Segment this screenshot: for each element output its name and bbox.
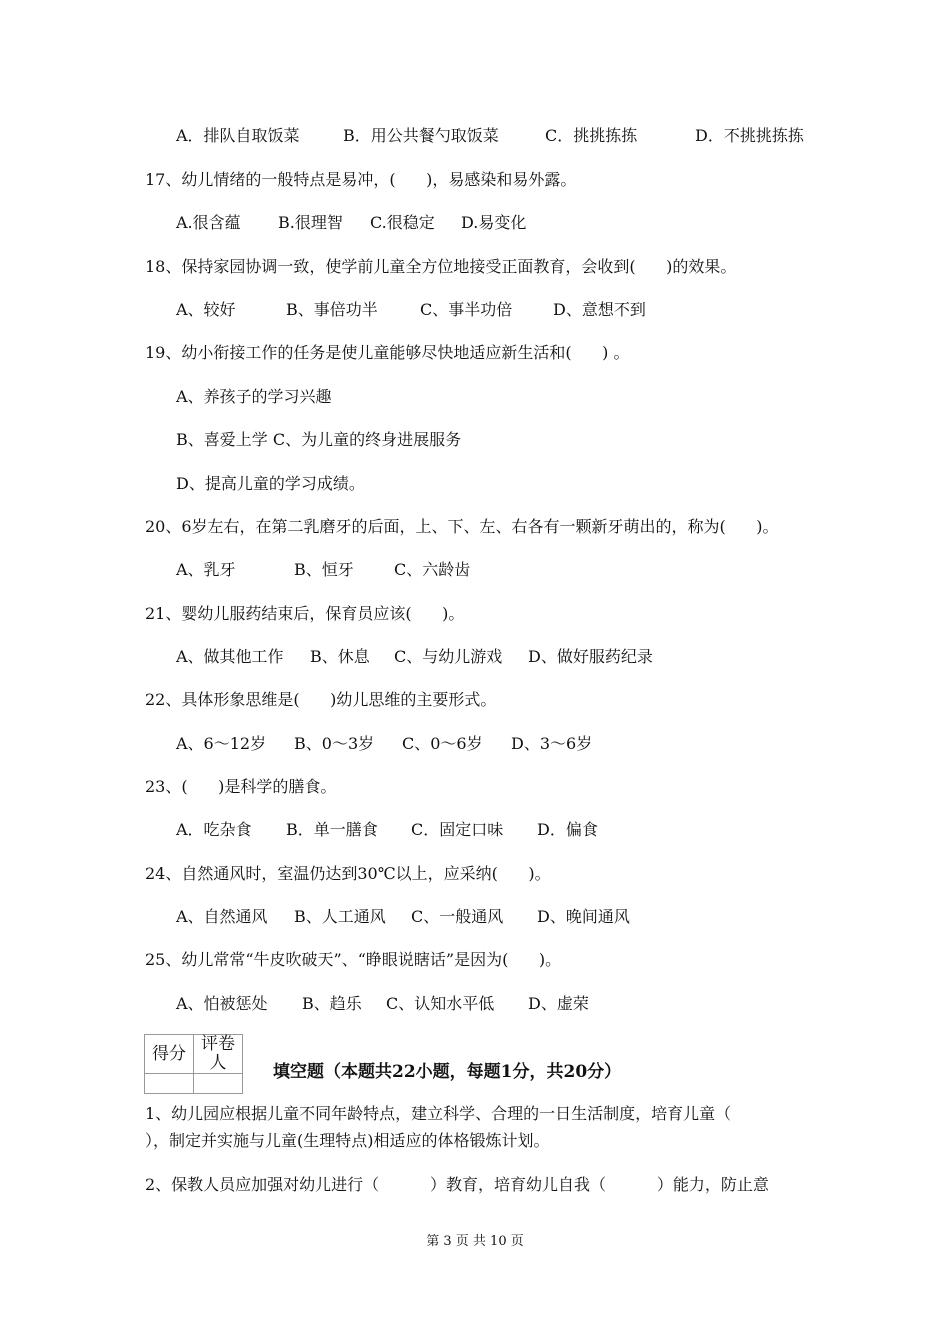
question-21-stem: 21、婴幼儿服药结束后，保育员应该( )。 — [145, 604, 465, 623]
question-22-stem: 22、具体形象思维是( )幼儿思维的主要形式。 — [145, 690, 497, 709]
question-23-stem: 23、( )是科学的膳食。 — [145, 777, 337, 796]
section-title: 填空题（本题共22小题，每题1分，共20分） — [273, 1062, 622, 1082]
q22-option-c: C、0～6岁 — [402, 734, 483, 753]
q23-option-c: C．固定口味 — [411, 820, 504, 839]
q25-option-d: D、虚荣 — [528, 994, 589, 1013]
question-20-stem: 20、6岁左右，在第二乳磨牙的后面，上、下、左、右各有一颗新牙萌出的，称为( )。 — [145, 517, 779, 536]
question-17-stem: 17、幼儿情绪的一般特点是易冲，( )，易感染和易外露。 — [145, 170, 577, 189]
q24-option-a: A、自然通风 — [176, 907, 268, 926]
q23-option-b: B．单一膳食 — [286, 820, 378, 839]
q16-option-d: D．不挑挑拣拣 — [695, 126, 804, 145]
fill-2-line-1: 2、保教人员应加强对幼儿进行（ ）教育，培育幼儿自我（ ）能力，防止意 — [145, 1175, 769, 1194]
q20-option-c: C、六龄齿 — [394, 560, 471, 579]
q18-option-b: B、事倍功半 — [286, 300, 378, 319]
grader-cell — [194, 1074, 243, 1094]
q17-option-d: D.易变化 — [461, 213, 527, 232]
q16-option-c: C．挑挑拣拣 — [545, 126, 638, 145]
q20-option-b: B、恒牙 — [294, 560, 354, 579]
q24-option-b: B、人工通风 — [294, 907, 386, 926]
question-18-stem: 18、保持家园协调一致，使学前儿童全方位地接受正面教育，会收到( )的效果。 — [145, 257, 737, 276]
grader-header: 评卷人 — [194, 1035, 243, 1074]
q22-option-b: B、0～3岁 — [294, 734, 375, 753]
question-24-stem: 24、自然通风时，室温仍达到30℃以上，应采纳( )。 — [145, 864, 551, 883]
fill-1-line-2: ），制定并实施与儿童(生理特点)相适应的体格锻炼计划。 — [145, 1131, 550, 1150]
q21-option-c: C、与幼儿游戏 — [394, 647, 503, 666]
q25-option-a: A、怕被惩处 — [176, 994, 268, 1013]
q25-option-c: C、认知水平低 — [386, 994, 495, 1013]
question-25-stem: 25、幼儿常常“牛皮吹破天”、“睁眼说瞎话”是因为( )。 — [145, 950, 562, 969]
q17-option-a: A.很含蕴 — [176, 213, 241, 232]
question-19-stem: 19、幼小衔接工作的任务是使儿童能够尽快地适应新生活和( ) 。 — [145, 343, 630, 362]
q24-option-d: D、晚间通风 — [537, 907, 630, 926]
q21-option-d: D、做好服药纪录 — [528, 647, 653, 666]
fill-1-line-1: 1、幼儿园应根据儿童不同年龄特点，建立科学、合理的一日生活制度，培育儿童（ — [145, 1104, 732, 1123]
q19-option-d: D、提高儿童的学习成绩。 — [176, 474, 365, 493]
score-table — [144, 1034, 243, 1094]
score-cell — [145, 1074, 194, 1094]
q18-option-d: D、意想不到 — [553, 300, 646, 319]
q16-option-a: A．排队自取饭菜 — [176, 126, 300, 145]
q23-option-a: A．吃杂食 — [176, 820, 252, 839]
q21-option-b: B、休息 — [310, 647, 370, 666]
q17-option-b: B.很理智 — [278, 213, 343, 232]
q17-option-c: C.很稳定 — [370, 213, 435, 232]
q19-option-bc: B、喜爱上学 C、为儿童的终身进展服务 — [176, 430, 462, 449]
q18-option-c: C、事半功倍 — [420, 300, 513, 319]
q20-option-a: A、乳牙 — [176, 560, 236, 579]
q22-option-d: D、3～6岁 — [511, 734, 593, 753]
score-header: 得分 — [145, 1035, 194, 1074]
q25-option-b: B、趋乐 — [302, 994, 362, 1013]
q19-option-a: A、养孩子的学习兴趣 — [176, 387, 332, 406]
q18-option-a: A、较好 — [176, 300, 236, 319]
q21-option-a: A、做其他工作 — [176, 647, 284, 666]
q22-option-a: A、6～12岁 — [176, 734, 267, 753]
q24-option-c: C、一般通风 — [411, 907, 504, 926]
q23-option-d: D．偏食 — [537, 820, 598, 839]
q16-option-b: B．用公共餐勺取饭菜 — [343, 126, 499, 145]
page-footer: 第 3 页 共 10 页 — [426, 1234, 524, 1249]
